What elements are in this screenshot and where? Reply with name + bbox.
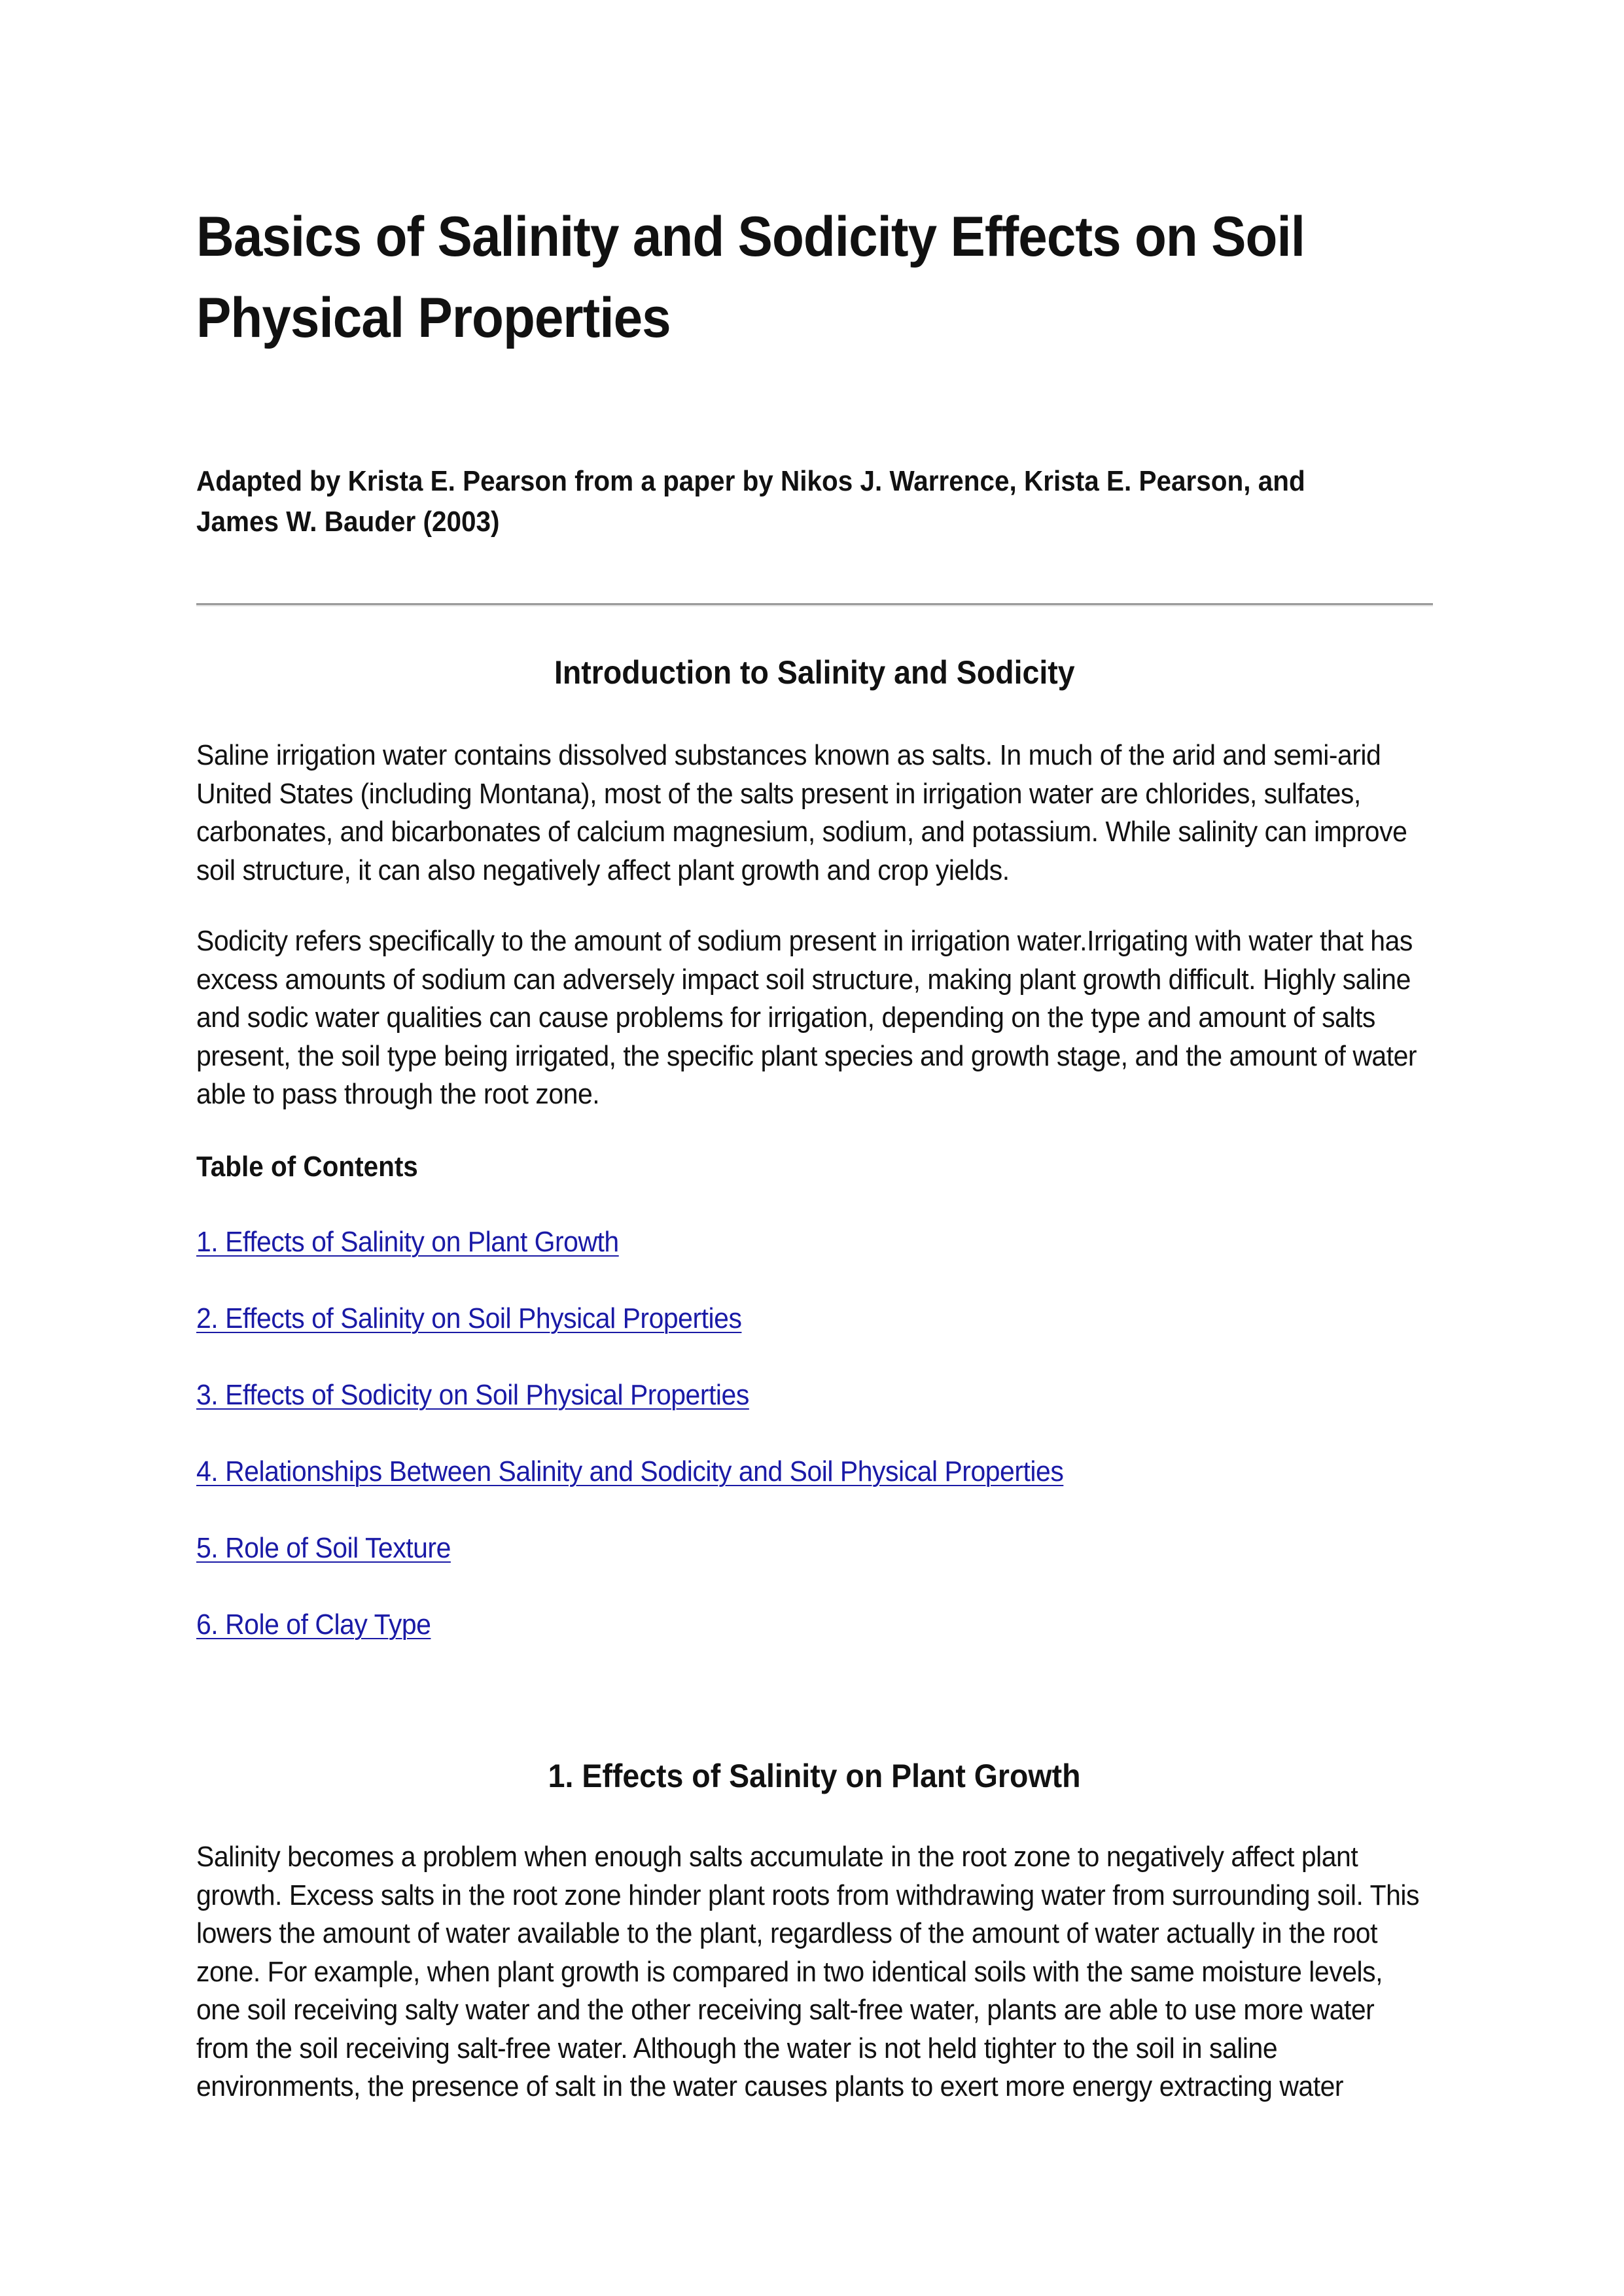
toc-link-salinity-plant-growth[interactable]: 1. Effects of Salinity on Plant Growth	[196, 1226, 619, 1258]
toc-link-soil-texture[interactable]: 5. Role of Soil Texture	[196, 1532, 451, 1564]
section1-heading: 1. Effects of Salinity on Plant Growth	[548, 1758, 1081, 1794]
toc-link-clay-type[interactable]: 6. Role of Clay Type	[196, 1609, 431, 1641]
horizontal-rule	[196, 603, 1433, 606]
document-title: Basics of Salinity and Sodicity Effects on Soil Physical Properties	[196, 205, 1305, 349]
toc-link-sodicity-soil-properties[interactable]: 3. Effects of Sodicity on Soil Physical Properties	[196, 1379, 749, 1411]
toc-item	[196, 1223, 1129, 1300]
section1-paragraph: Salinity becomes a problem when enough salts accumulate in the root zone to negatively affect plant growth. Excess salts in the root zone hinder plant roots from withdrawing water from surrounding soil. This lowers the amount of water available to the plant, regardless of the amount of water actually in the root zone. For example, when plant growth is compared in two identical soils with the same moisture levels, one soil receiving salty water and the other receiving salt-free water, plants are able to use more water from the soil receiving salt-free water. Although the water is not held tighter to the soil in saline environments, the presence of salt in the water causes plants to exert more energy extracting water	[196, 1841, 1420, 2102]
toc-link-salinity-soil-properties[interactable]: 2. Effects of Salinity on Soil Physical Properties	[196, 1302, 742, 1334]
toc-link-relationships[interactable]: 4. Relationships Between Salinity and Sodicity and Soil Physical Properties	[196, 1455, 1064, 1487]
intro-paragraph-1: Saline irrigation water contains dissolved substances known as salts. In much of the arid and semi-arid United States (including Montana), most of the salts present in irrigation water are chlorides, sulfates, carbonates, and bicarbonates of calcium magnesium, sodium, and potassium. While salinity can improve soil structure, it can also negatively affect plant growth and crop yields.	[196, 739, 1407, 886]
toc-item	[196, 1376, 1129, 1453]
intro-paragraph-2: Sodicity refers specifically to the amount of sodium present in irrigation water.Irrigating with water that has excess amounts of sodium can adversely impact soil structure, making plant growth difficult. Highly saline and sodic water qualities can cause problems for irrigation, depending on the type and amount of salts present, the soil type being irrigated, the specific plant species and growth stage, and the amount of water able to pass through the root zone.	[196, 925, 1417, 1110]
toc-heading: Table of Contents	[196, 1151, 418, 1183]
toc-item	[196, 1300, 1129, 1376]
intro-heading: Introduction to Salinity and Sodicity	[554, 654, 1075, 691]
toc-item	[196, 1606, 1129, 1682]
toc-list	[196, 1223, 1129, 1682]
toc-item	[196, 1529, 1129, 1606]
author-byline: Adapted by Krista E. Pearson from a paper by Nikos J. Warrence, Krista E. Pearson, and James W. Bauder (2003)	[196, 465, 1305, 538]
toc-item	[196, 1453, 1129, 1529]
